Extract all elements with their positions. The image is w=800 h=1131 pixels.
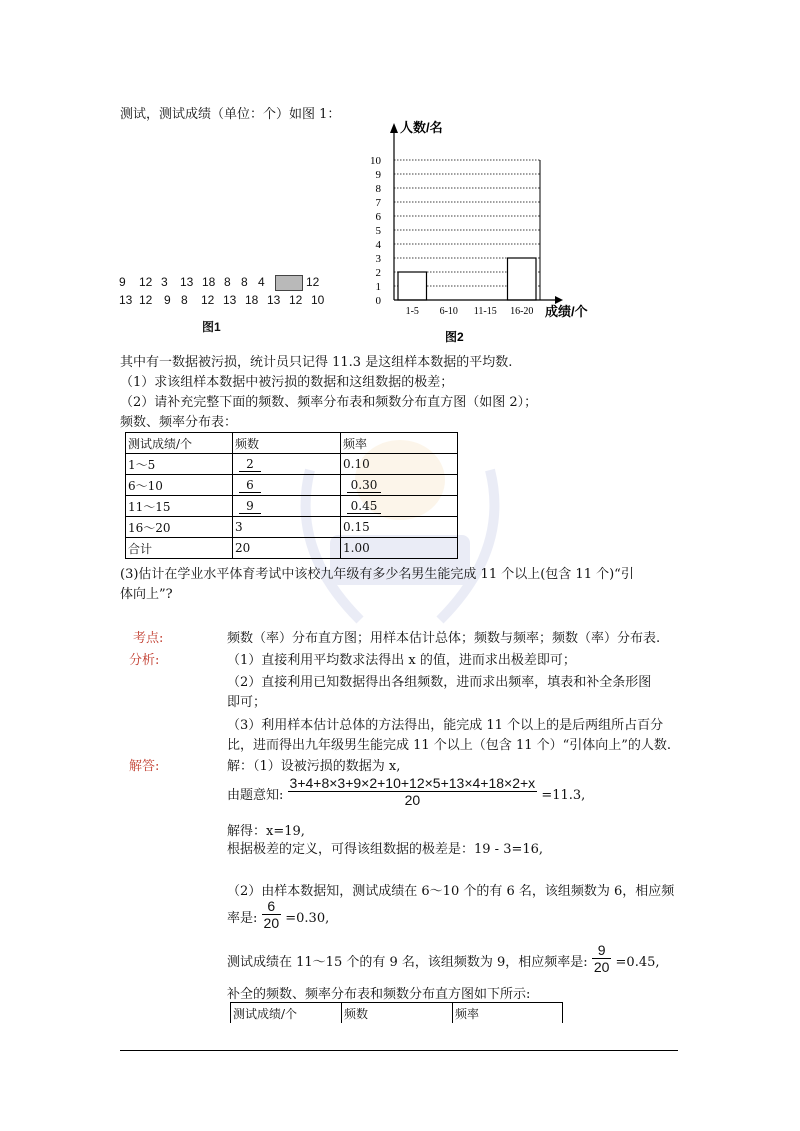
y-tick-label: 1 bbox=[375, 281, 381, 293]
kaodian-label: 考点: bbox=[133, 631, 164, 646]
jiede-line: 解得：x=19, bbox=[227, 824, 305, 839]
footer-divider bbox=[120, 1050, 678, 1051]
formula-suffix: =11.3, bbox=[541, 788, 586, 803]
table-cell: 6～10 bbox=[126, 475, 233, 496]
y-tick-label: 0 bbox=[375, 295, 381, 307]
chart-x-ticks bbox=[406, 306, 534, 317]
y-tick-label: 8 bbox=[375, 183, 381, 195]
table-cell: 16～20 bbox=[126, 517, 233, 538]
table-header: 频数 bbox=[342, 1003, 453, 1024]
figure1-value: 8 bbox=[224, 275, 231, 290]
jieda-line: 解：（1）设被污损的数据为 x, bbox=[227, 759, 401, 774]
figure1-value: 13 bbox=[119, 293, 133, 307]
table-header: 测试成绩/个 bbox=[231, 1003, 342, 1024]
part2-d-line: 补全的频数、频率分布表和频数分布直方图如下所示: bbox=[227, 987, 531, 1002]
figure1-value: 18 bbox=[245, 293, 259, 307]
part2-suffix: =0.30, bbox=[285, 911, 330, 926]
table-cell-filled: 6 bbox=[239, 478, 261, 493]
figure1-value: 13 bbox=[223, 293, 237, 307]
fenxi-line: 比，进而得出九年级男生能完成 11 个以上（包含 11 个）“引体向上”的人数. bbox=[227, 738, 672, 753]
histogram-bar bbox=[508, 258, 537, 300]
jicha-line: 根据极差的定义，可得该组数据的极差是：19 - 3=16, bbox=[227, 842, 544, 857]
question-line1: 其中有一数据被污损，统计员只记得 11.3 是这组样本数据的平均数. bbox=[120, 355, 513, 370]
table-cell: 20 bbox=[233, 538, 341, 559]
table-cell bbox=[233, 454, 341, 475]
table-cell: 0.10 bbox=[341, 454, 458, 475]
figure1-caption: 图1 bbox=[202, 320, 221, 334]
formula-numerator: 3+4+8×3+9×2+10+12×5+13×4+18×2+x bbox=[289, 775, 536, 791]
y-tick-label: 10 bbox=[370, 155, 381, 167]
chart-x-label: 成绩/个 bbox=[545, 304, 588, 319]
table-header-row bbox=[231, 1003, 563, 1024]
chart-bars bbox=[398, 258, 536, 300]
fraction-6-20 bbox=[262, 898, 282, 931]
figure1-value: 13 bbox=[180, 275, 194, 290]
fenxi-line: 即可； bbox=[227, 695, 267, 710]
y-axis-arrow bbox=[390, 123, 398, 133]
x-axis-arrow bbox=[555, 296, 563, 304]
table-cell bbox=[341, 496, 458, 517]
fraction-denominator: 20 bbox=[593, 959, 610, 975]
formula-prefix: 由题意知: bbox=[227, 788, 284, 803]
table-row bbox=[126, 475, 458, 496]
formula-denominator: 20 bbox=[404, 792, 421, 808]
kaodian-text: 频数（率）分布直方图；用样本估计总体；频数与频率；频数（率）分布表. bbox=[227, 631, 661, 646]
x-tick-label: 6-10 bbox=[439, 306, 458, 317]
figure1-row2 bbox=[119, 293, 324, 307]
fenxi-label: 分析: bbox=[129, 653, 160, 668]
figure1-value: 13 bbox=[267, 293, 281, 307]
figure1-row1 bbox=[119, 275, 319, 291]
table-row bbox=[126, 496, 458, 517]
table-header-row bbox=[126, 433, 458, 454]
part2-c-text: 测试成绩在 11～15 个的有 9 名，该组频数为 9，相应频率是: bbox=[227, 955, 588, 970]
smudged-data-box bbox=[275, 275, 303, 291]
histogram-chart bbox=[355, 115, 605, 350]
question-line2: （1）求该组样本数据中被污损的数据和这组数据的极差； bbox=[120, 375, 454, 390]
fraction-numerator: 9 bbox=[592, 942, 612, 959]
x-tick-label: 1-5 bbox=[405, 306, 419, 317]
x-tick-label: 11-15 bbox=[473, 306, 497, 317]
table-header: 频率 bbox=[453, 1003, 563, 1024]
y-tick-label: 2 bbox=[375, 267, 381, 279]
table-cell bbox=[233, 496, 341, 517]
frequency-table bbox=[125, 432, 458, 559]
table-cell-filled: 2 bbox=[239, 457, 261, 472]
table-header: 测试成绩/个 bbox=[126, 433, 233, 454]
table-cell: 3 bbox=[233, 517, 341, 538]
figure1-value: 9 bbox=[119, 275, 126, 290]
table-header: 频数 bbox=[233, 433, 341, 454]
figure1-value: 4 bbox=[258, 275, 265, 290]
table-cell-filled: 9 bbox=[239, 499, 261, 514]
table-row bbox=[126, 517, 458, 538]
table-row bbox=[126, 454, 458, 475]
fraction-denominator: 20 bbox=[263, 915, 280, 931]
y-tick-label: 6 bbox=[375, 211, 381, 223]
chart-y-ticks bbox=[370, 155, 382, 307]
jieda-label: 解答: bbox=[129, 759, 160, 774]
formula-fraction bbox=[288, 775, 538, 808]
y-tick-label: 9 bbox=[375, 169, 381, 181]
question-line5: (3)估计在学业水平体育考试中该校九年级有多少名男生能完成 11 个以上(包含 11 个)“引 bbox=[120, 567, 634, 582]
figure1-value: 8 bbox=[241, 275, 248, 290]
chart-y-label: 人数/名 bbox=[400, 120, 443, 135]
y-tick-label: 3 bbox=[375, 253, 381, 265]
table-cell: 11～15 bbox=[126, 496, 233, 517]
part2-c-suffix: =0.45, bbox=[615, 955, 660, 970]
x-tick-label: 16-20 bbox=[510, 306, 534, 317]
figure1-value: 9 bbox=[164, 293, 171, 307]
figure1-value: 10 bbox=[311, 293, 325, 307]
fenxi-line: （1）直接利用平均数求法得出 x 的值，进而求出极差即可； bbox=[227, 653, 576, 668]
table-row bbox=[126, 538, 458, 559]
figure1-value: 12 bbox=[306, 275, 320, 290]
fenxi-line: （2）直接利用已知数据得出各组频数，进而求出频率，填表和补全条形图 bbox=[227, 675, 652, 690]
question-line4: 频数、频率分布表： bbox=[120, 415, 238, 430]
table-cell-filled: 0.30 bbox=[347, 478, 381, 493]
table-header: 频率 bbox=[341, 433, 458, 454]
fraction-9-20 bbox=[592, 942, 612, 975]
figure1-value: 12 bbox=[139, 293, 153, 307]
table-cell: 1.00 bbox=[341, 538, 458, 559]
figure1-value: 12 bbox=[139, 275, 153, 290]
figure1-value: 18 bbox=[202, 275, 216, 290]
intro-text: 测试，测试成绩（单位：个）如图 1： bbox=[120, 107, 341, 122]
question-line3: （2）请补充完整下面的频数、频率分布表和频数分布直方图（如图 2）； bbox=[120, 395, 538, 410]
figure1-value: 12 bbox=[289, 293, 303, 307]
y-tick-label: 7 bbox=[375, 197, 381, 209]
figure1-value: 3 bbox=[161, 275, 168, 290]
table-cell: 0.15 bbox=[341, 517, 458, 538]
part2-c-line bbox=[227, 942, 660, 975]
part2-prefix: 率是: bbox=[227, 911, 258, 926]
figure1-value: 12 bbox=[201, 293, 215, 307]
table-cell: 合计 bbox=[126, 538, 233, 559]
part2-line: （2）由样本数据知，测试成绩在 6～10 个的有 6 名，该组频数为 6，相应频 bbox=[227, 884, 675, 899]
y-tick-label: 4 bbox=[375, 239, 381, 251]
frequency-table-2 bbox=[230, 1002, 563, 1023]
table-cell-filled: 0.45 bbox=[347, 499, 381, 514]
table-cell: 1～5 bbox=[126, 454, 233, 475]
question-line6: 体向上”? bbox=[120, 587, 173, 602]
fraction-numerator: 6 bbox=[262, 898, 282, 915]
formula-line bbox=[227, 775, 585, 808]
histogram-bar bbox=[398, 272, 427, 300]
figure2-caption: 图2 bbox=[445, 330, 464, 344]
table-cell bbox=[233, 475, 341, 496]
figure1-value: 8 bbox=[181, 293, 188, 307]
part2-frac-line bbox=[227, 898, 329, 931]
y-tick-label: 5 bbox=[375, 225, 381, 237]
fenxi-line: （3）利用样本估计总体的方法得出，能完成 11 个以上的是后两组所占百分 bbox=[227, 718, 664, 733]
table-cell bbox=[341, 475, 458, 496]
